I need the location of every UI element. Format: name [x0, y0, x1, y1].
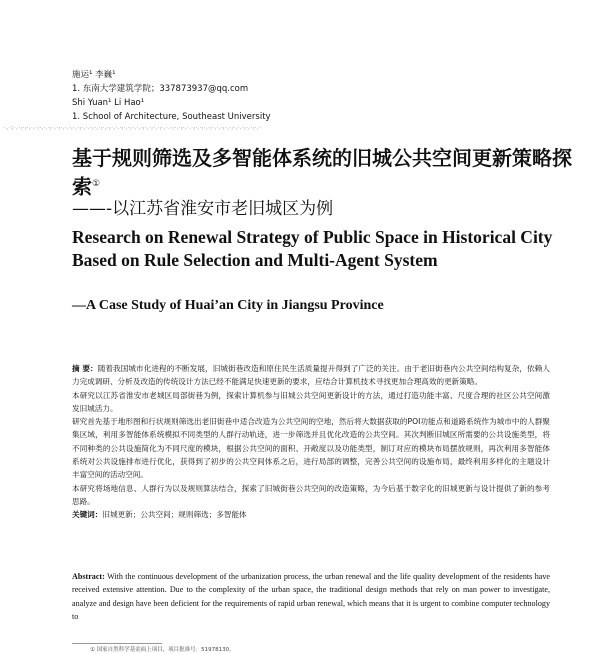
abstract-en — [72, 570, 550, 623]
keywords-cn-label: 关键词： — [72, 510, 103, 520]
abstract-en-text: With the continuous development of the urbanization process, the urban renewal and the life quality development of the residents have received extensive attention. Due to the complexity of the urban space, the traditional design methods that rely on man power to investigate, analyze and design have been deficient for the requirements of rapid urban renewal, which means that it is urgent to combine computer technology to — [72, 572, 550, 621]
author-names-en: Shi Yuan¹ Li Hao¹ — [72, 98, 145, 108]
abstract-cn-para-4: 本研究将场地信息、人群行为以及规则算法结合，探索了旧城街巷公共空间的改造策略，为今后基于数字化的旧城更新与设计提供了新的参考思路。 — [72, 483, 550, 506]
scan-noise-line: ·、·；·,·;·;·,·.·;·,·,·;·,·;·,·.·;·,·;·,·.·;·,·;·,·;·,·.·;·,·;·,·.·;·,·;·,·;·,·.·;·,·;·,·.·;·,·;·,·;·,·.·;·,·;·,·.·;·,·;·,· — [4, 125, 261, 131]
subtitle-cn: ——-以江苏省淮安市老旧城区为例 — [72, 199, 334, 219]
author-affiliation-cn: 1. 东南大学建筑学院；337873937@qq.com — [72, 84, 249, 94]
abstract-cn-para-3: 研究首先基于地形图和行状规则筛选出老旧街巷中适合改造为公共空间的空地，然后将大数据获取的POI功能点和道路系统作为城市中的人群聚集区域，利用多智能体系统模拟不同类型的人群行动轨迹，进一步筛选并且优化改造的公共空间。其次判断旧城区所需要的公共设施类型，将不同种类的公共设施简化为不同尺度的模块，根据公共空间的面积、开敞度以及功能类型，制订对应的模块布局摆放规则，再次利用多智能体系统对公共设施排布进行优化，获得到了初步的公共空间体系之后，进行局部的调整，完善公共空间的设施布局，最终利用多样化的主题设计丰富空间的活动空间。 — [72, 417, 550, 480]
title-footnote-mark: ① — [92, 179, 101, 189]
abstract-cn-para-1 — [72, 362, 550, 389]
title-en: Research on Renewal Strategy of Public Space in Historical City Based on Rule Selection and Multi-Agent System — [72, 227, 553, 270]
author-names-cn: 施运¹ 李巍¹ — [72, 70, 116, 80]
author-affiliation-en: 1. School of Architecture, Southeast University — [72, 112, 271, 122]
abstract-en-label: Abstract: — [72, 572, 105, 581]
abstract-cn-para-2: 本研究以江苏省淮安市老城区局部街巷为例，探索计算机参与旧城公共空间更新设计的方法，通过打造功能丰富、尺度合理的社区公共空间激发旧城活力。 — [72, 390, 550, 413]
footnote: ① 国家自然科学基金面上项目，项目批准号：51978130。 — [90, 647, 235, 653]
title-cn-text: 基于规则筛选及多智能体系统的旧城公共空间更新策略探索 — [72, 146, 572, 199]
abstract-cn-label: 摘 要： — [72, 364, 98, 373]
subtitle-en: —A Case Study of Huai’an City in Jiangsu Province — [72, 298, 384, 313]
title-cn — [72, 145, 572, 200]
abstract-cn — [72, 362, 550, 522]
keywords-cn — [72, 508, 550, 521]
footnote-divider — [72, 643, 162, 644]
abstract-cn-text-1: 随着我国城市化进程的不断发展，旧城街巷改造和原住民生活质量提升得到了广泛的关注。由于老旧街巷内公共空间结构复杂，依赖人力完成调研、分析及改造的传统设计方法已经不能满足快速更新的要求，应结合计算机技术寻找更加合理高效的更新策略。 — [72, 364, 550, 387]
keywords-cn-text: 旧城更新；公共空间；规则筛选；多智能体 — [102, 510, 247, 520]
author-block — [72, 68, 271, 124]
